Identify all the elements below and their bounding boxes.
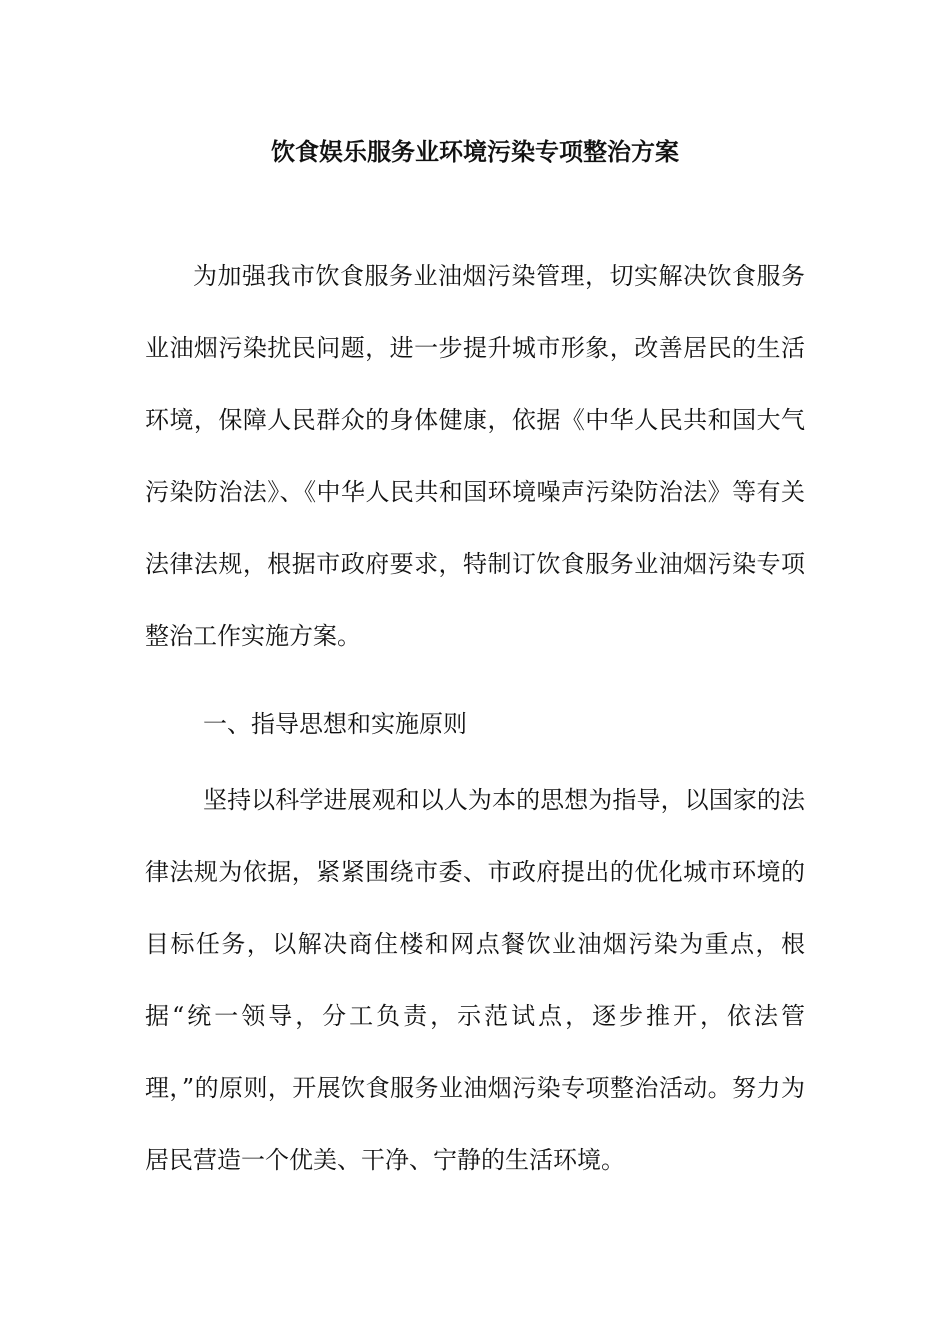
- section-heading: 一、指导思想和实施原则: [203, 710, 467, 738]
- paragraph-text: 为加强我市饮食服务业油烟污染管理，切实解决饮食服务业油烟污染扰民问题，进一步提升城市形象，改善居民的生活环境，保障人民群众的身体健康，依据《中华人民共和国大气污染防治法》、《中华人民共和国环境噪声污染防治法》等有关法律法规，根据市政府要求，特制订饮食服务业油烟污染专项整治工作实施方案。: [145, 262, 805, 650]
- document-title: 饮食娱乐服务业环境污染专项整治方案: [271, 138, 679, 166]
- paragraph-guiding-principle: [145, 764, 805, 1196]
- section-heading-block: [145, 688, 805, 760]
- paragraph-text: 坚持以科学进展观和以人为本的思想为指导，以国家的法律法规为依据，紧紧围绕市委、市政府提出的优化城市环境的目标任务，以解决商住楼和网点餐饮业油烟污染为重点，根据“统一领导，分工负责，示范试点，逐步推开，依法管理，”的原则，开展饮食服务业油烟污染专项整治活动。努力为居民营造一个优美、干净、宁静的生活环境。: [145, 786, 805, 1174]
- paragraph-intro: [145, 240, 805, 672]
